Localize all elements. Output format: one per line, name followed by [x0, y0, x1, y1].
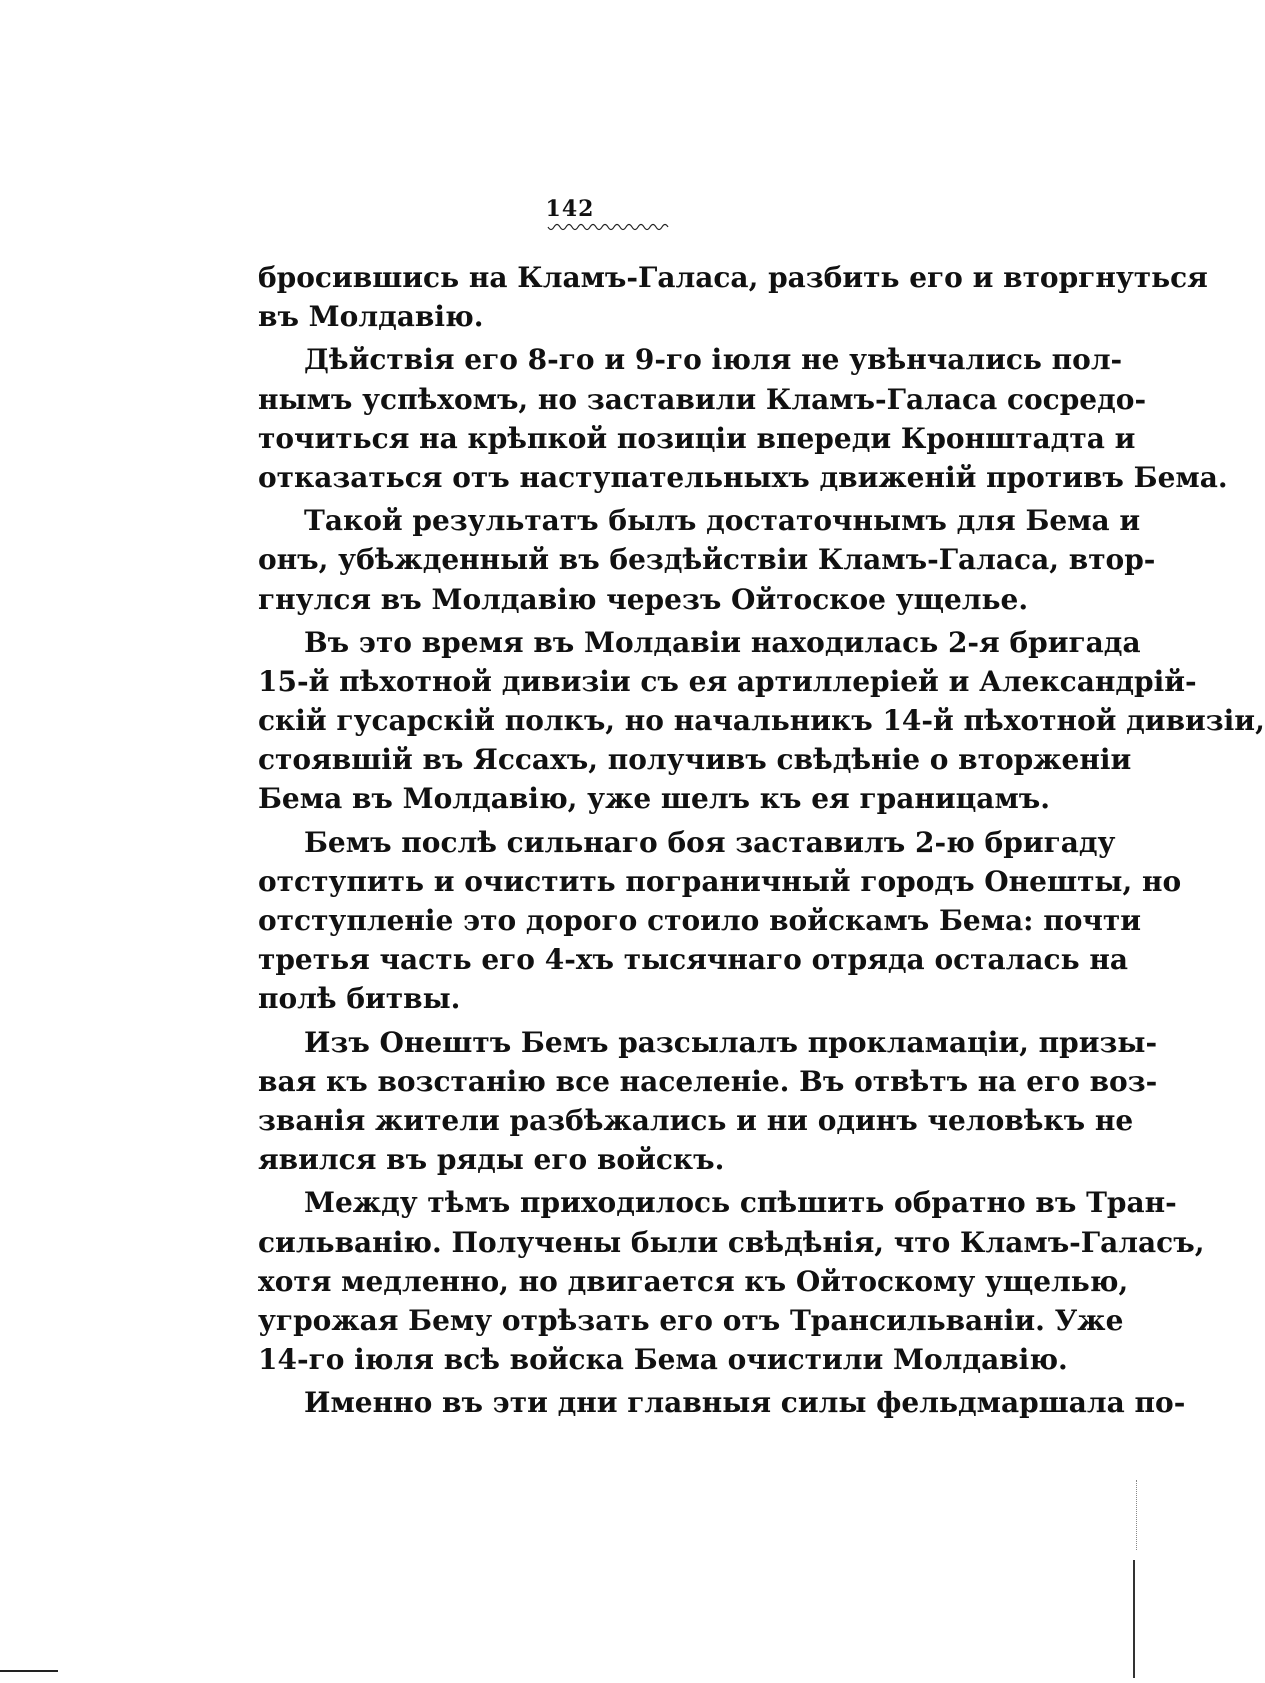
text-line: Такой результатъ былъ достаточнымъ для Бема и [304, 504, 1141, 538]
text-line: Бемъ послѣ сильнаго боя заставилъ 2-ю бригаду [304, 825, 1116, 859]
text-line: вая къ возстанію все населеніе. Въ отвѣтъ на его воз- [258, 1064, 1158, 1098]
text-line: хотя медленно, но двигается къ Ойтоскому ущелью, [258, 1264, 1129, 1298]
text-line: Бема въ Молдавію, уже шелъ къ ея границамъ. [258, 782, 1050, 816]
text-line: явился въ ряды его войскъ. [258, 1143, 725, 1177]
text-line: бросившись на Кламъ-Галаса, разбить его и вторгнуться [258, 261, 1208, 294]
text-line: сильванію. Получены были свѣдѣнія, что Кламъ-Галасъ, [258, 1225, 1205, 1259]
scan-edge-dots [1136, 1480, 1138, 1550]
text-line: нымъ успѣхомъ, но заставили Кламъ-Галаса сосредо- [258, 382, 1147, 416]
text-line: 15-й пѣхотной дивизіи съ ея артиллеріей и Александрій- [258, 664, 1197, 698]
text-line: точиться на крѣпкой позиціи впереди Кронштадта и [258, 421, 1136, 455]
text-line: Именно въ эти дни главныя силы фельдмаршала по- [304, 1386, 1186, 1420]
text-line: Дѣйствія его 8-го и 9-го іюля не увѣнчались пол- [304, 343, 1123, 377]
text-line: третья часть его 4-хъ тысячнаго отряда осталась на [258, 943, 1128, 977]
text-line: Изъ Онештъ Бемъ разсылалъ прокламаціи, призы- [304, 1025, 1158, 1059]
scan-edge-line [1133, 1560, 1135, 1678]
body-text [258, 258, 1265, 1422]
scan-edge-mark [0, 1670, 58, 1672]
text-line: Между тѣмъ приходилось спѣшить обратно въ Тран- [304, 1186, 1177, 1220]
text-line: отступленіе это дорого стоило войскамъ Бема: почти [258, 904, 1142, 937]
text-line: угрожая Бему отрѣзать его отъ Трансильваніи. Уже [258, 1303, 1124, 1337]
text-line: скій гусарскій полкъ, но начальникъ 14-й пѣхотной дивизіи, [258, 704, 1265, 738]
text-line: 14-го іюля всѣ войска Бема очистили Молдавію. [258, 1343, 1068, 1377]
wavy-rule-ornament [548, 224, 670, 234]
text-line: въ Молдавію. [258, 300, 484, 334]
text-line: отказаться отъ наступательныхъ движеній противъ Бема. [258, 460, 1228, 494]
text-line: стоявшій въ Яссахъ, получивъ свѣдѣніе о вторженіи [258, 743, 1132, 777]
text-line: гнулся въ Молдавію черезъ Ойтоское ущелье. [258, 582, 1029, 616]
text-line: полѣ битвы. [258, 982, 461, 1016]
text-line: отступить и очистить пограничный городъ Онешты, но [258, 864, 1182, 898]
text-line: Въ это время въ Молдавіи находилась 2-я бригада [304, 625, 1141, 659]
text-line: онъ, убѣжденный въ бездѣйствіи Кламъ-Галаса, втор- [258, 543, 1156, 577]
page-number: 142 [545, 196, 595, 222]
text-line: званія жители разбѣжались и ни одинъ человѣкъ не [258, 1103, 1134, 1137]
